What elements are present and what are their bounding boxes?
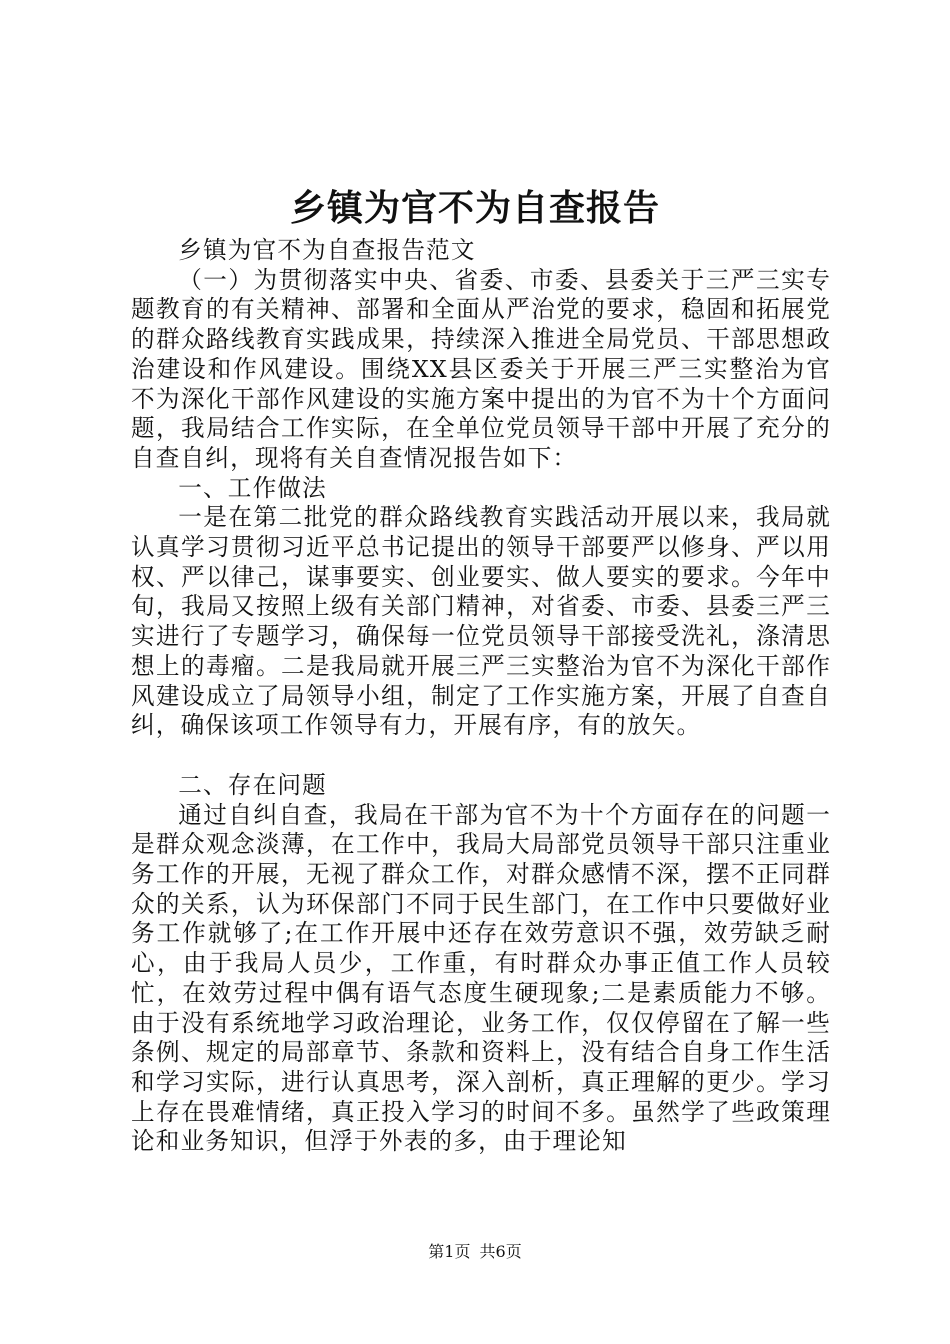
practices-paragraph: 一是在第二批党的群众路线教育实践活动开展以来，我局就认真学习贯彻习近平总书记提出的领导干部要严以修身、严以用权、严以律己，谋事要实、创业要实、做人要实的要求。今年中旬，我局又按照上级有关部门精神，对省委、市委、县委三严三实进行了专题学习，确保每一位党员领导干部接受洗礼，涤清思想上的毒瘤。二是我局就开展三严三实整治为官不为深化干部作风建设成立了局领导小组，制定了工作实施方案，开展了自查自纠，确保该项工作领导有力，开展有序，有的放矢。 [131,503,831,740]
document-title: 乡镇为官不为自查报告 [289,188,660,229]
section-heading-practices: 一、工作做法 [178,473,327,502]
page-footer [0,1241,950,1263]
paragraph-gap [131,741,831,771]
subtitle-paragraph: 乡镇为官不为自查报告范文 [178,236,476,264]
intro-paragraph: （一）为贯彻落实中央、省委、市委、县委关于三严三实专题教育的有关精神、部署和全面从严治党的要求，稳固和拓展党的群众路线教育实践成果，持续深入推进全局党员、干部思想政治建设和作风建设。围绕XX县区委关于开展三严三实整治为官不为深化干部作风建设的实施方案中提出的为官不为十个方面问题，我局结合工作实际，在全单位党员领导干部中开展了充分的自查自纠，现将有关自查情况报告如下： [131,265,831,472]
section-heading-problems: 二、存在问题 [178,770,327,799]
document-body [131,236,831,1157]
page-total: 共6页 [479,1242,522,1261]
problems-paragraph: 通过自纠自查，我局在干部为官不为十个方面存在的问题一是群众观念淡薄，在工作中，我局大局部党员领导干部只注重业务工作的开展，无视了群众工作，对群众感情不深，摆不正同群众的关系，认为环保部门不同于民生部门，在工作中只要做好业务工作就够了;在工作开展中还存在效劳意识不强，效劳缺乏耐心，由于我局人员少，工作重，有时群众办事正值工作人员较忙，在效劳过程中偶有语气态度生硬现象;二是素质能力不够。由于没有系统地学习政治理论，业务工作，仅仅停留在了解一些条例、规定的局部章节、条款和资料上，没有结合自身工作生活和学习实际，进行认真思考，深入剖析，真正理解的更少。学习上存在畏难情绪，真正投入学习的时间不多。虽然学了些政策理论和业务知识，但浮于外表的多，由于理论知 [131,800,831,1156]
page-number: 第1页 [428,1242,471,1261]
